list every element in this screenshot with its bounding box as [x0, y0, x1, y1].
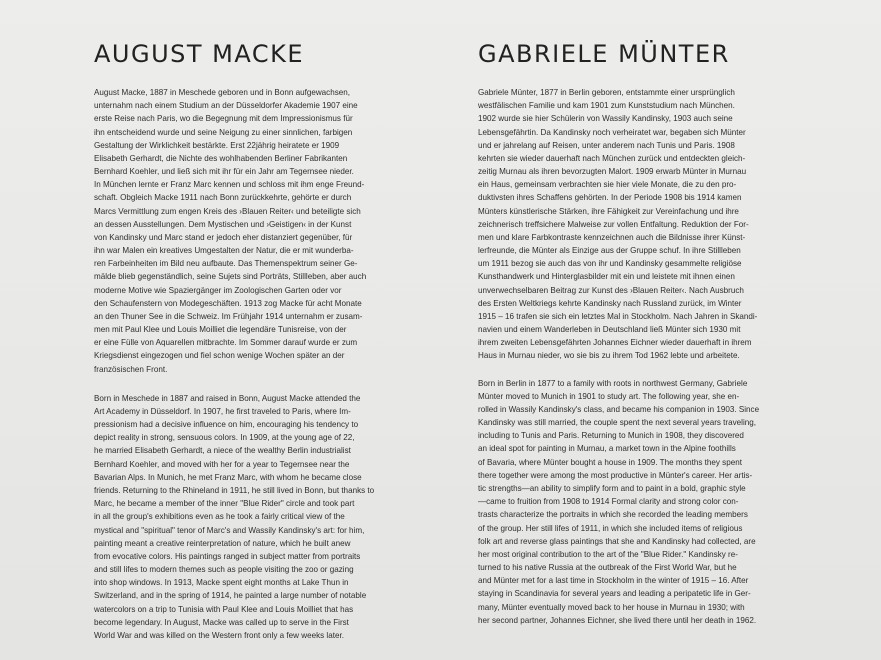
text-line: become legendary. In August, Macke was called up to serve in the First	[94, 617, 349, 627]
text-line: he married Elisabeth Gerhardt, a niece of the wealthy Berlin industrialist	[94, 446, 351, 456]
text-line: navien und einem Wanderleben in Deutschland ließ Münter sich 1930 mit	[478, 325, 741, 335]
text-line: staying in Scandinavia for several years and leading a peripatetic life in Ger-	[478, 589, 751, 599]
text-line: there together were among the most productive in Münter's career. Her artis-	[478, 470, 753, 480]
text-line: Switzerland, and in the spring of 1914, he painted a large number of notable	[94, 591, 367, 601]
text-line: Lebensgefährtin. Da Kandinsky noch verheiratet war, begaben sich Münter	[478, 127, 746, 137]
text-line: an den Thuner See in die Schweiz. Im Frühjahr 1914 unternahm er zusam-	[94, 311, 363, 321]
text-line: Kriegsdienst eingezogen und fiel schon wenige Wochen später an der	[94, 351, 345, 361]
text-line: friends. Returning to the Rhineland in 1911, he still lived in Bonn, but thanks to	[94, 485, 375, 495]
text-line: Gestaltung der Wirklichkeit bestärkte. Erst 22jährig heiratete er 1909	[94, 140, 340, 150]
text-line: trasts characterize the portraits in which she recorded the leading members	[478, 510, 748, 520]
text-line: of the group. Her still lifes of 1911, in which she included items of religious	[478, 523, 743, 533]
text-line: ihn war Malen ein kreatives Umgestalten der Natur, die er mit wunderba-	[94, 246, 354, 256]
text-line: von Kandinsky und Marc stand er jedoch eher distanziert gegenüber, für	[94, 232, 353, 242]
text-line: Marcs Vermittlung zum engen Kreis des ›Blauen Reiter‹ und beteiligte sich	[94, 206, 361, 216]
august-macke-column	[94, 40, 416, 642]
text-line: schaft. Obgleich Macke 1911 nach Bonn zurückkehrte, gehörte er durch	[94, 193, 352, 203]
text-line: her most original contribution to the art of the "Blue Rider." Kandinsky re-	[478, 549, 738, 559]
text-line: 1915 – 16 trafen sie sich ein letztes Mal in Stockholm. Nach Jahren in Skandi-	[478, 311, 758, 321]
text-line: and Münter met for a last time in Stockholm in the winter of 1915 – 16. After	[478, 576, 749, 586]
text-line: depict reality in strong, sensuous colors. In 1909, at the young age of 22,	[94, 433, 355, 443]
text-line: men mit Paul Klee und Louis Moilliet die legendäre Tunisreise, von der	[94, 325, 347, 335]
text-line: erste Reise nach Paris, wo die Begegnung mit dem Impressionismus für	[94, 114, 353, 124]
text-line: unverwechselbaren Beitrag zur Kunst des ›Blauen Reiter‹. Nach Ausbruch	[478, 285, 744, 295]
text-line: lerfreunde, die Münter als Einzige aus der Gruppe schuf. In ihre Stillleben	[478, 246, 741, 256]
text-line: ren Farbeinheiten im Bild neu aufbaute. Das Themenspektrum seiner Ge-	[94, 259, 358, 269]
text-line: Haus in Murnau nieder, wo sie bis zu ihrem Tod 1962 lebte und arbeitete.	[478, 351, 740, 361]
text-line: from evocative colors. His paintings ranged in subject matter from portraits	[94, 551, 361, 561]
text-line: rolled in Wassily Kandinsky's class, and became his companion in 1903. Since	[478, 404, 760, 414]
text-line: Born in Meschede in 1887 and raised in Bonn, August Macke attended the	[94, 393, 361, 403]
text-line: unternahm nach einem Studium an der Düsseldorfer Akademie 1907 eine	[94, 101, 358, 111]
text-line: Kunsthandwerk und Hinterglasbilder mit ein und leistete mit ihnen einen	[478, 272, 735, 282]
text-line: of Bavaria, where Münter bought a house in 1909. The months they spent	[478, 457, 742, 467]
text-line: Marc, he became a member of the inner "Blue Rider" circle and took part	[94, 499, 355, 509]
text-line: men und klare Farbkontraste kennzeichnen auch die Bildnisse ihrer Künst-	[478, 232, 746, 242]
text-line: des Ersten Weltkriegs kehrte Kandinsky nach Russland zurück, im Winter	[478, 298, 742, 308]
text-line: moderne Motive wie Spaziergänger im Zoologischen Garten oder vor	[94, 285, 342, 295]
text-line: In München lernte er Franz Marc kennen und schloss mit ihm enge Freund-	[94, 180, 365, 190]
text-line: duktivsten ihres Schaffens gehörten. In der Periode 1908 bis 1914 kamen	[478, 193, 742, 203]
text-line: turned to his native Russia at the outbreak of the First World War, but he	[478, 563, 737, 573]
text-line: folk art and reverse glass paintings that she and Kandinsky had collected, are	[478, 536, 756, 546]
text-line: August Macke, 1887 in Meschede geboren und in Bonn aufgewachsen,	[94, 88, 351, 97]
text-line: Kandinsky was still married, the couple spent the next several years traveling,	[478, 418, 757, 428]
text-line: Münters künstlerische Stärken, ihre Fähigkeit zur Vereinfachung und ihre	[478, 206, 739, 216]
text-line: mystical and "spiritual" tenor of Marc's and Wassily Kandinsky's art: for him,	[94, 525, 365, 535]
text-line: many, Münter eventually moved back to her house in Murnau in 1930; with	[478, 602, 745, 612]
text-line: 1902 wurde sie hier Schülerin von Wassily Kandinsky, 1903 auch seine	[478, 114, 733, 124]
text-line: tic strengths—an ability to simplify form and to paint in a bold, graphic style	[478, 483, 746, 493]
august-macke-english-text	[94, 392, 416, 642]
text-line: um 1911 bezog sie auch das von ihr und Kandinsky gesammelte religiöse	[478, 259, 742, 269]
text-line: and still lifes to modern themes such as people visiting the zoo or gazing	[94, 565, 354, 575]
text-line: kehrten sie wieder dauerhaft nach München zurück und entdeckten gleich-	[478, 153, 746, 163]
text-line: westfälischen Familie und kam 1901 zum Kunststudium nach München.	[478, 101, 735, 111]
august-macke-german-text	[94, 86, 416, 376]
gabriele-munter-heading: GABRIELE MÜNTER	[478, 40, 730, 68]
text-line: Elisabeth Gerhardt, die Nichte des wohlhabenden Berliner Fabrikanten	[94, 153, 348, 163]
august-macke-heading: AUGUST MACKE	[94, 40, 305, 68]
text-line: mälde blieb gegenständlich, seine Sujets sind Porträts, Stillleben, aber auch	[94, 272, 367, 282]
text-line: ein Haus, gemeinsam verbrachten sie hier viele Monate, die zu den pro-	[478, 180, 737, 190]
text-line: er eine Fülle von Aquarellen mitbrachte. Im Sommer darauf wurde er zum	[94, 338, 358, 348]
text-line: Bavarian Alps. In Munich, he met Franz Marc, with whom he became close	[94, 472, 362, 482]
text-line: watercolors on a trip to Tunisia with Paul Klee and Louis Moilliet that has	[94, 604, 354, 614]
paragraph-gap	[94, 376, 416, 392]
text-line: including to Tunis and Paris. Returning to Munich in 1908, they discovered	[478, 431, 744, 441]
text-line: painting meant a creative reinterpretation of nature, which he built anew	[94, 538, 351, 548]
text-line: französischen Front.	[94, 364, 168, 374]
gabriele-munter-english-text	[478, 377, 808, 627]
text-line: in all the group's exhibitions even as he took a fairly critical view of the	[94, 512, 345, 522]
text-line: Bernhard Koehler, und ließ sich mit ihr für ein Jahr am Tegernsee nieder.	[94, 167, 354, 177]
text-line: into shop windows. In 1913, Macke spent eight months at Lake Thun in	[94, 578, 349, 588]
text-line: an dessen Ausstellungen. Dem Mystischen und ›Geistigen‹ in der Kunst	[94, 219, 352, 229]
text-line: an ideal spot for painting in Murnau, a market town in the Alpine foothills	[478, 444, 736, 454]
paragraph-gap	[478, 363, 808, 377]
text-line: World War and was killed on the Western front only a few weeks later.	[94, 630, 344, 640]
text-line: pressionism had a decisive influence on him, encouraging his tendency to	[94, 420, 359, 430]
text-line: ihrem zweiten Lebensgefährten Johannes Eichner wieder dauerhaft in ihrem	[478, 338, 752, 348]
text-line: und er jahrelang auf Reisen, unter anderem nach Tunis und Paris. 1908	[478, 140, 735, 150]
text-line: Gabriele Münter, 1877 in Berlin geboren, entstammte einer ursprünglich	[478, 88, 735, 97]
text-line: —came to fruition from 1908 to 1914 Formal clarity and strong color con-	[478, 497, 739, 507]
text-line: zeichnerisch treffsichere Malweise zur vollen Entfaltung. Reduktion der For-	[478, 219, 749, 229]
text-line: her second partner, Johannes Eichner, she lived there until her death in 1962.	[478, 615, 757, 625]
text-line: den Schaufenstern von Modegeschäften. 1913 zog Macke für acht Monate	[94, 298, 362, 308]
text-line: Bernhard Koehler, and moved with her for a year to Tegernsee near the	[94, 459, 350, 469]
text-line: Art Academy in Düsseldorf. In 1907, he first traveled to Paris, where Im-	[94, 406, 351, 416]
gabriele-munter-column	[478, 40, 808, 627]
text-line: ihn entscheidend wurde und seine Neigung zu einer sinnlichen, farbigen	[94, 127, 353, 137]
gabriele-munter-german-text	[478, 86, 808, 363]
text-line: zeitig Murnau als ihren bevorzugten Malort. 1909 erwarb Münter in Murnau	[478, 167, 747, 177]
text-line: Born in Berlin in 1877 to a family with roots in northwest Germany, Gabriele	[478, 378, 748, 388]
text-line: Münter moved to Munich in 1901 to study art. The following year, she en-	[478, 391, 740, 401]
